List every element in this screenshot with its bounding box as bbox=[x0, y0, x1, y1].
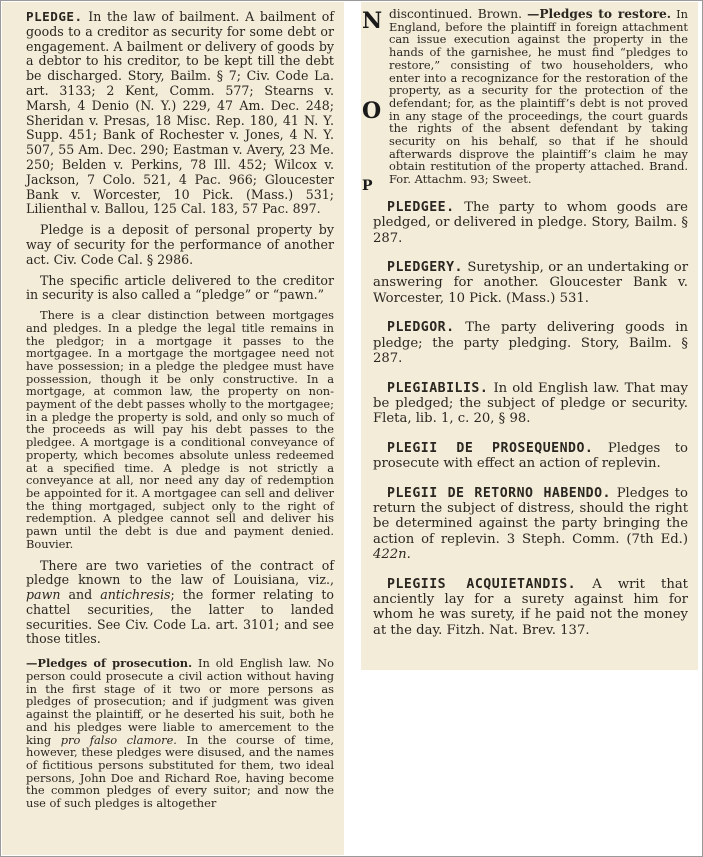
pledge-definition: In the law of bailment. A bailment of goods to a creditor as security for some debt or engagement. A bailment or delivery of goods by a debtor to his creditor, to be kept till the debt be discharged. Story, Bailm. § 7; Civ. Code La. art. 3133; 2 Kent, Comm. 577; Stearns v. Marsh, 4 Denio (N. Y.) 229, 47 Am. Dec. 248; Sheridan v. Presas, 18 Misc. Rep. 180, 41 N. Y. Supp. 451; Bank of Rochester v. Jones, 4 N. Y. 507, 55 Am. Dec. 290; Eastman v. Avery, 23 Me. 250; Belden v. Perkins, 78 Ill. 452; Wilcox v. Jackson, 7 Colo. 521, 4 Pac. 966; Gloucester Bank v. Worcester, 10 Pick. (Mass.) 531; Lilienthal v. Ballou, 125 Cal. 183, 57 Pac. 897. bbox=[26, 9, 334, 217]
plegiabilis-entry bbox=[373, 381, 688, 427]
pledgor-definition: The party delivering goods in pledge; the party pledging. Story, Bailm. § 287. bbox=[373, 320, 688, 367]
plegiis-acquietandis-definition: A writ that anciently lay for a surety against him for whom he was surety, if he paid not the money at the day. Fitzh. Nat. Brev. 137. bbox=[373, 576, 688, 638]
restore-lead: discontinued. Brown. bbox=[389, 7, 523, 21]
pledgery-definition: Suretyship, or an undertaking or answering for another. Gloucester Bank v. Worcester, 10 Pick. (Mass.) 531. bbox=[373, 260, 688, 306]
prosecution-text-a: In old English law. No person could prosecute a civil action without having in the first stage of it two or more persons as pledges of prosecution; and if judgment was given against the plaintiff, or he deserted his suit, both he and his pledges were liable to amercement to the king bbox=[26, 656, 335, 747]
headword-plegiabilis: PLEGIABILIS. bbox=[387, 380, 489, 396]
mortgage-distinction-note: There is a clear distinction between mortgages and pledges. In a pledge the legal title remains in the pledgor; in a mortgage it passes to the mortgagee. In a mortgage the mortgagee need not have possession; in a pledge the pledgee must have possession, though it be only constructive. In a mortgage, at common law, the property on non-payment of the debt passes wholly to the mortgagee; in a pledge the property is sold, and only so much of the proceeds as will pay his debt passes to the pledgee. A mortgage is a conditional conveyance of property, which becomes absolute unless redeemed at a specified time. A pledge is not strictly a conveyance at all, nor need any day of redemption be appointed for it. A mortgagee can sell and deliver the thing mortgaged, subject only to the right of redemption. A pledgee cannot sell and deliver his pawn until the debt is due and payment denied. Bouvier. bbox=[26, 308, 334, 551]
pledge-paragraph-3: The specific article delivered to the creditor in security is also called a “pledge” or “pawn.” bbox=[26, 272, 334, 303]
thumb-index-letter: N bbox=[362, 8, 383, 34]
plegiabilis-definition: In old English law. That may be pledged; the subject of pledge or security. Fleta, lib. 1, c. 20, § 98. bbox=[373, 380, 688, 427]
left-column bbox=[2, 2, 344, 855]
restore-text: In England, before the plaintiff in foreign attachment can issue execution against the property in the hands of the garnishee, he must find “pledges to restore,” consisting of two householders, who enter into a recognizance for the restoration of the property, as a security for the protection of the defendant; for, as the plaintiff’s debt is not proved in any stage of the proceedings, the court guards the rights of the absent defendant by taking security on his behalf, so that if he should afterwards disprove the plaintiff’s claim he may obtain restitution of the property attached. Brand. For. Attachm. 93; Sweet. bbox=[389, 7, 689, 187]
plegii-de-retorno-habendo-entry bbox=[373, 486, 688, 563]
plegii-de-retorno-habendo-definition: Pledges to return the subject of distress, should the right be determined against the party bringing the action of replevin. 3 Steph. Comm. (7th Ed.) bbox=[373, 485, 688, 547]
varieties-text-a: There are two varieties of the contract of pledge known to the law of Louisiana, viz., bbox=[26, 557, 334, 588]
plegiis-acquietandis-entry bbox=[373, 577, 688, 639]
subhead-pledges-to-restore: —Pledges to restore. bbox=[527, 7, 672, 21]
varieties-pawn: pawn bbox=[26, 587, 61, 603]
headword-pledgee: PLEDGEE. bbox=[387, 199, 455, 215]
pledges-to-restore-entry bbox=[389, 8, 688, 186]
right-column bbox=[361, 2, 698, 670]
pledges-of-prosecution-entry bbox=[26, 657, 334, 809]
pledge-entry bbox=[26, 10, 334, 217]
varieties-and: and bbox=[68, 587, 93, 603]
headword-pledgery: PLEDGERY. bbox=[387, 260, 463, 276]
thumb-index-letter: P bbox=[362, 178, 373, 194]
pledgee-definition: The party to whom goods are pledged, or delivered in pledge. Story, Bailm. § 287. bbox=[373, 199, 688, 246]
pledgery-entry bbox=[373, 260, 688, 306]
plegii-de-retorno-habendo-cite: 422n. bbox=[373, 547, 411, 563]
varieties-text-b: ; the former relating to chattel securities, the latter to landed securities. See Civ. Code La. art. 3101; and see those titles. bbox=[26, 587, 334, 647]
thumb-index-letter: O bbox=[362, 98, 382, 124]
headword-plegii-de-retorno-habendo: PLEGII DE RETORNO HABENDO. bbox=[387, 485, 611, 501]
headword-plegiis-acquietandis: PLEGIIS ACQUIETANDIS. bbox=[387, 576, 577, 592]
headword-plegii-de-prosequendo: PLEGII DE PROSEQUENDO. bbox=[387, 440, 594, 456]
varieties-antichresis: antichresis bbox=[100, 587, 171, 603]
headword-pledge: PLEDGE. bbox=[26, 9, 83, 24]
pledge-paragraph-2: Pledge is a deposit of personal property by way of security for the performance of another act. Civ. Code Cal. § 2986. bbox=[26, 222, 334, 267]
prosecution-italic-phrase: pro falso clamore. bbox=[60, 732, 177, 747]
pledgor-entry bbox=[373, 320, 688, 366]
plegii-de-prosequendo-entry bbox=[373, 441, 688, 472]
headword-pledgor: PLEDGOR. bbox=[387, 320, 455, 336]
louisiana-varieties-paragraph bbox=[26, 559, 334, 648]
prosecution-text-b: In the course of time, however, these pledges were disused, and the names of fictitious persons substituted for them, two ideal persons, John Doe and Richard Roe, having become the common pledges of every suitor; and now the use of such pledges is altogether bbox=[26, 732, 335, 811]
plegii-de-prosequendo-definition: Pledges to prosecute with effect an action of replevin. bbox=[373, 440, 688, 472]
pledgee-entry bbox=[373, 200, 688, 246]
subhead-pledges-of-prosecution: —Pledges of prosecution. bbox=[26, 656, 193, 671]
